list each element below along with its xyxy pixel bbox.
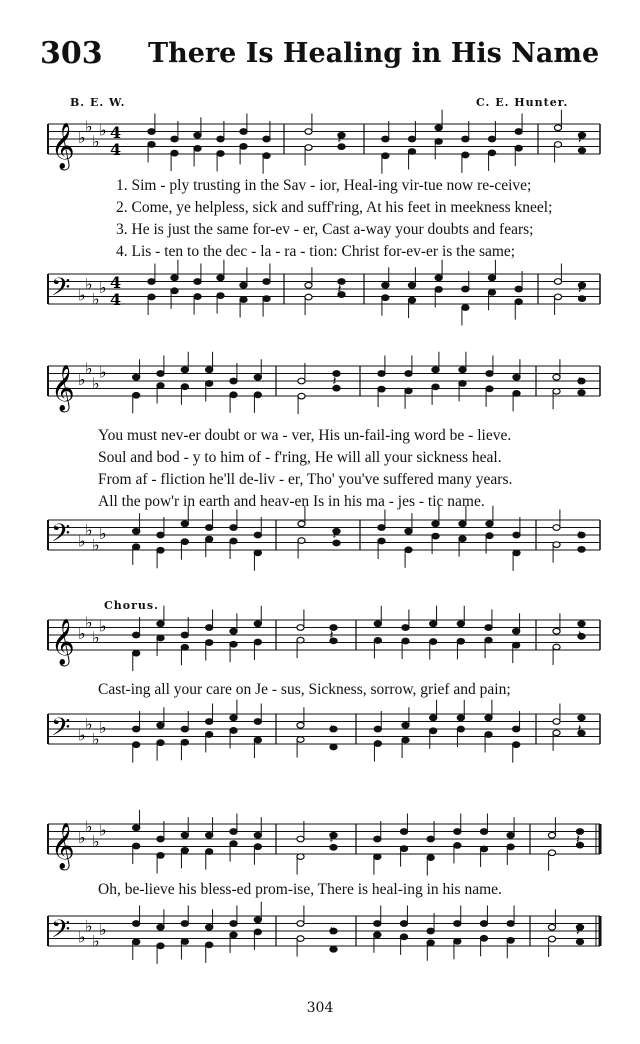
note-group xyxy=(133,810,584,876)
svg-text:♭: ♭ xyxy=(78,828,86,847)
bass-clef-icon: 𝄢 xyxy=(51,713,71,748)
note-group xyxy=(133,902,584,964)
bass-staff-3 xyxy=(0,708,640,768)
verse-line: Soul and bod - y to him of - f'ring, He will all your sickness heal. xyxy=(98,449,502,466)
svg-text:♭: ♭ xyxy=(78,285,86,305)
svg-text:𝄽: 𝄽 xyxy=(576,924,580,940)
hymn-title: There Is Healing in His Name xyxy=(148,38,600,69)
svg-text:𝄽: 𝄽 xyxy=(577,628,582,644)
note-group xyxy=(133,352,586,414)
svg-text:♭: ♭ xyxy=(92,289,100,309)
svg-text:♭: ♭ xyxy=(92,131,100,151)
time-signature: 4 xyxy=(110,273,122,292)
treble-clef-icon: 𝄞 xyxy=(51,365,75,411)
flat-icon xyxy=(78,714,107,748)
treble-clef-icon: 𝄞 xyxy=(51,619,75,665)
svg-text:𝄽: 𝄽 xyxy=(332,528,337,544)
svg-text:𝄽: 𝄽 xyxy=(332,374,337,390)
note-group xyxy=(133,506,586,571)
svg-text:♭: ♭ xyxy=(78,531,86,551)
svg-text:𝄽: 𝄽 xyxy=(577,528,582,544)
svg-text:♭: ♭ xyxy=(85,274,93,294)
svg-text:♭: ♭ xyxy=(85,714,93,734)
svg-text:♭: ♭ xyxy=(85,916,93,936)
flat-icon xyxy=(78,359,107,393)
flat-icon xyxy=(78,916,107,950)
svg-text:♭: ♭ xyxy=(99,920,107,939)
svg-text:𝄽: 𝄽 xyxy=(577,374,582,390)
svg-text:♭: ♭ xyxy=(85,612,93,632)
svg-text:♭: ♭ xyxy=(78,128,86,147)
svg-text:𝄽: 𝄽 xyxy=(329,628,334,644)
treble-staff-2 xyxy=(0,360,640,416)
svg-text:♭: ♭ xyxy=(92,729,100,749)
page-number: 304 xyxy=(306,1000,334,1016)
staff-lines xyxy=(48,916,600,946)
verse-line: You must nev-er doubt or wa - ver, His un-fail-ing word be - lieve. xyxy=(98,427,512,444)
staff-lines xyxy=(48,824,600,854)
treble-clef-icon: 𝄞 xyxy=(51,123,75,169)
svg-text:♭: ♭ xyxy=(92,373,100,393)
treble-staff-3 xyxy=(0,614,640,670)
treble-clef-icon: 𝄞 xyxy=(51,823,75,869)
chorus-label: Chorus. xyxy=(104,599,159,612)
verse-line: 2. Come, ye helpless, sick and suff'ring, At his feet in meekness kneel; xyxy=(116,199,553,216)
svg-text:𝄽: 𝄽 xyxy=(578,282,582,298)
flat-icon xyxy=(78,613,107,647)
bass-clef-icon: 𝄢 xyxy=(51,519,71,554)
svg-text:♭: ♭ xyxy=(99,718,107,737)
svg-text:𝄽: 𝄽 xyxy=(576,832,580,848)
flat-icon xyxy=(78,117,107,151)
svg-text:♭: ♭ xyxy=(92,535,100,555)
verse-line: From af - fliction he'll de-liv - er, Tho' you've suffered many years. xyxy=(98,471,513,488)
time-signature: 4 xyxy=(110,290,122,309)
svg-text:♭: ♭ xyxy=(78,624,86,643)
verse-line: All the pow'r in earth and heav-en Is in his ma - jes - tic name. xyxy=(98,493,485,510)
svg-text:𝄽: 𝄽 xyxy=(329,722,334,738)
verse-line: 3. He is just the same for-ev - er, Cast a-way your doubts and fears; xyxy=(116,221,534,238)
flat-icon xyxy=(78,274,107,308)
svg-text:♭: ♭ xyxy=(85,116,93,136)
time-signature: 4 xyxy=(110,140,122,159)
svg-text:♭: ♭ xyxy=(92,831,100,851)
verse-line: Cast-ing all your care on Je - sus, Sickness, sorrow, grief and pain; xyxy=(98,681,511,698)
bass-staff-2 xyxy=(0,514,640,574)
bass-staff-1 xyxy=(0,268,640,328)
svg-text:♭: ♭ xyxy=(99,524,107,543)
verse-line: Oh, be-lieve his bless-ed prom-ise, There is heal-ing in his name. xyxy=(98,881,502,898)
time-signature: 4 xyxy=(110,123,122,142)
lyricist-credit: B. E. W. xyxy=(70,96,126,109)
treble-staff-1 xyxy=(0,118,640,174)
note-group xyxy=(133,700,586,763)
svg-text:♭: ♭ xyxy=(99,616,107,636)
svg-text:𝄽: 𝄽 xyxy=(329,924,334,940)
svg-text:♭: ♭ xyxy=(92,627,100,647)
verse-line: 1. Sim - ply trusting in the Sav - ior, Heal-ing vir-tue now re-ceive; xyxy=(116,177,532,194)
svg-text:𝄽: 𝄽 xyxy=(329,832,334,848)
svg-text:♭: ♭ xyxy=(85,358,93,378)
note-group xyxy=(148,110,586,174)
bass-clef-icon: 𝄢 xyxy=(51,915,71,950)
svg-text:♭: ♭ xyxy=(85,816,93,836)
svg-text:𝄽: 𝄽 xyxy=(337,282,342,298)
svg-text:♭: ♭ xyxy=(99,120,107,140)
svg-text:𝄽: 𝄽 xyxy=(577,722,582,738)
note-group xyxy=(148,260,586,326)
svg-text:𝄽: 𝄽 xyxy=(578,132,582,148)
svg-text:♭: ♭ xyxy=(85,520,93,540)
verse-line: 4. Lis - ten to the dec - la - ra - tion: Christ for-ev-er is the same; xyxy=(116,243,516,260)
svg-text:♭: ♭ xyxy=(78,927,86,947)
bass-staff-4 xyxy=(0,910,640,970)
treble-staff-4 xyxy=(0,818,640,874)
svg-text:♭: ♭ xyxy=(99,820,107,840)
svg-text:𝄽: 𝄽 xyxy=(337,132,342,148)
svg-text:♭: ♭ xyxy=(99,362,107,382)
flat-icon xyxy=(78,817,107,851)
svg-text:♭: ♭ xyxy=(99,278,107,297)
svg-text:♭: ♭ xyxy=(92,931,100,951)
bass-clef-icon: 𝄢 xyxy=(51,273,71,308)
svg-text:♭: ♭ xyxy=(78,725,86,745)
hymn-number: 303 xyxy=(40,36,103,71)
svg-text:♭: ♭ xyxy=(78,370,86,389)
note-group xyxy=(133,606,586,671)
composer-credit: C. E. Hunter. xyxy=(476,96,569,109)
flat-icon xyxy=(78,520,107,554)
